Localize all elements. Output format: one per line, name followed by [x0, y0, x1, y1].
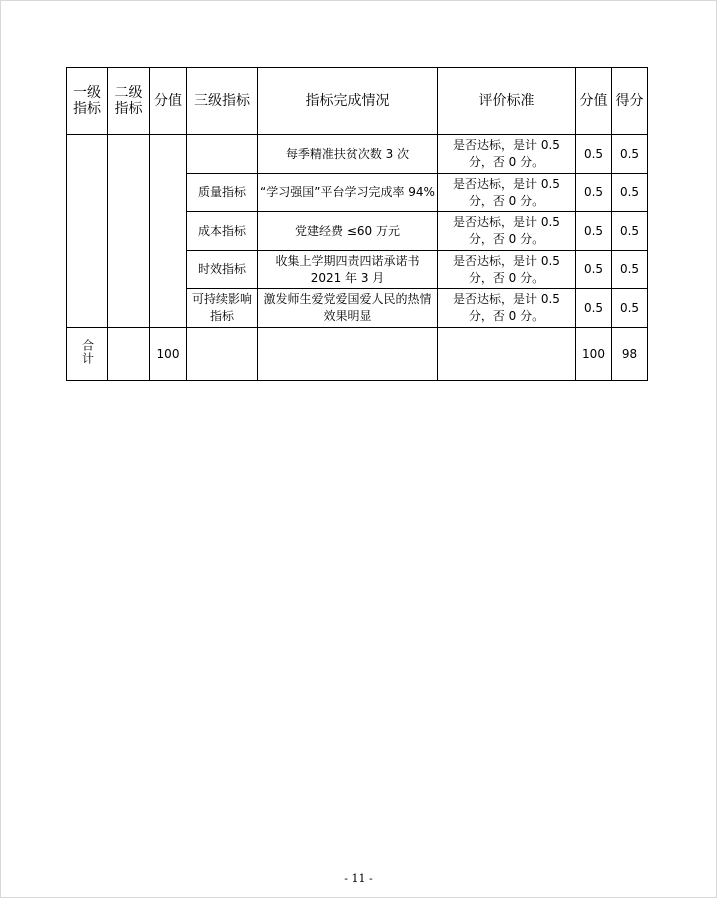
score-value-cell: 0.5 [576, 212, 612, 251]
header-criteria: 评价标准 [438, 68, 576, 135]
header-level3-indicator: 三级指标 [187, 68, 258, 135]
header-completion: 指标完成情况 [258, 68, 438, 135]
total-row [67, 328, 648, 381]
completion-cell: 每季精准扶贫次数 3 次 [258, 135, 438, 174]
total-completion-cell [258, 328, 438, 381]
header-score-2: 分值 [576, 68, 612, 135]
header-score: 分值 [150, 68, 187, 135]
total-score-cell: 100 [150, 328, 187, 381]
completion-cell: “学习强国”平台学习完成率 94% [258, 174, 438, 212]
score-cell [150, 135, 187, 328]
level3-cell: 质量指标 [187, 174, 258, 212]
performance-evaluation-table [66, 67, 648, 381]
header-level2-indicator: 二级指标 [108, 68, 150, 135]
completion-cell: 激发师生爱党爱国爱人民的热情 效果明显 [258, 289, 438, 328]
total-level3-cell [187, 328, 258, 381]
earned-value-cell: 0.5 [612, 289, 648, 328]
level3-cell: 时效指标 [187, 251, 258, 289]
criteria-cell: 是否达标，是计 0.5 分，否 0 分。 [438, 174, 576, 212]
earned-value-cell: 0.5 [612, 135, 648, 174]
criteria-cell: 是否达标，是计 0.5 分，否 0 分。 [438, 212, 576, 251]
earned-value-cell: 0.5 [612, 212, 648, 251]
level3-cell: 成本指标 [187, 212, 258, 251]
score-value-cell: 0.5 [576, 174, 612, 212]
page-number: - 11 - [344, 872, 373, 885]
total-level2-cell [108, 328, 150, 381]
criteria-cell: 是否达标，是计 0.5 分，否 0 分。 [438, 289, 576, 328]
level2-cell [108, 135, 150, 328]
criteria-cell: 是否达标，是计 0.5 分，否 0 分。 [438, 251, 576, 289]
level3-cell [187, 135, 258, 174]
criteria-cell: 是否达标，是计 0.5 分，否 0 分。 [438, 135, 576, 174]
total-score2-cell: 100 [576, 328, 612, 381]
earned-value-cell: 0.5 [612, 174, 648, 212]
header-level1-indicator: 一级指标 [67, 68, 108, 135]
completion-cell: 党建经费 ≤60 万元 [258, 212, 438, 251]
header-earned: 得分 [612, 68, 648, 135]
score-value-cell: 0.5 [576, 251, 612, 289]
completion-cell: 收集上学期四责四诺承诺书 2021 年 3 月 [258, 251, 438, 289]
table-row [67, 135, 648, 174]
header-row [67, 68, 648, 135]
total-label: 合计 [80, 338, 95, 365]
level3-cell: 可持续影响指标 [187, 289, 258, 328]
level1-cell [67, 135, 108, 328]
total-criteria-cell [438, 328, 576, 381]
score-value-cell: 0.5 [576, 289, 612, 328]
total-label-cell [67, 328, 108, 381]
total-earned-cell: 98 [612, 328, 648, 381]
score-value-cell: 0.5 [576, 135, 612, 174]
earned-value-cell: 0.5 [612, 251, 648, 289]
